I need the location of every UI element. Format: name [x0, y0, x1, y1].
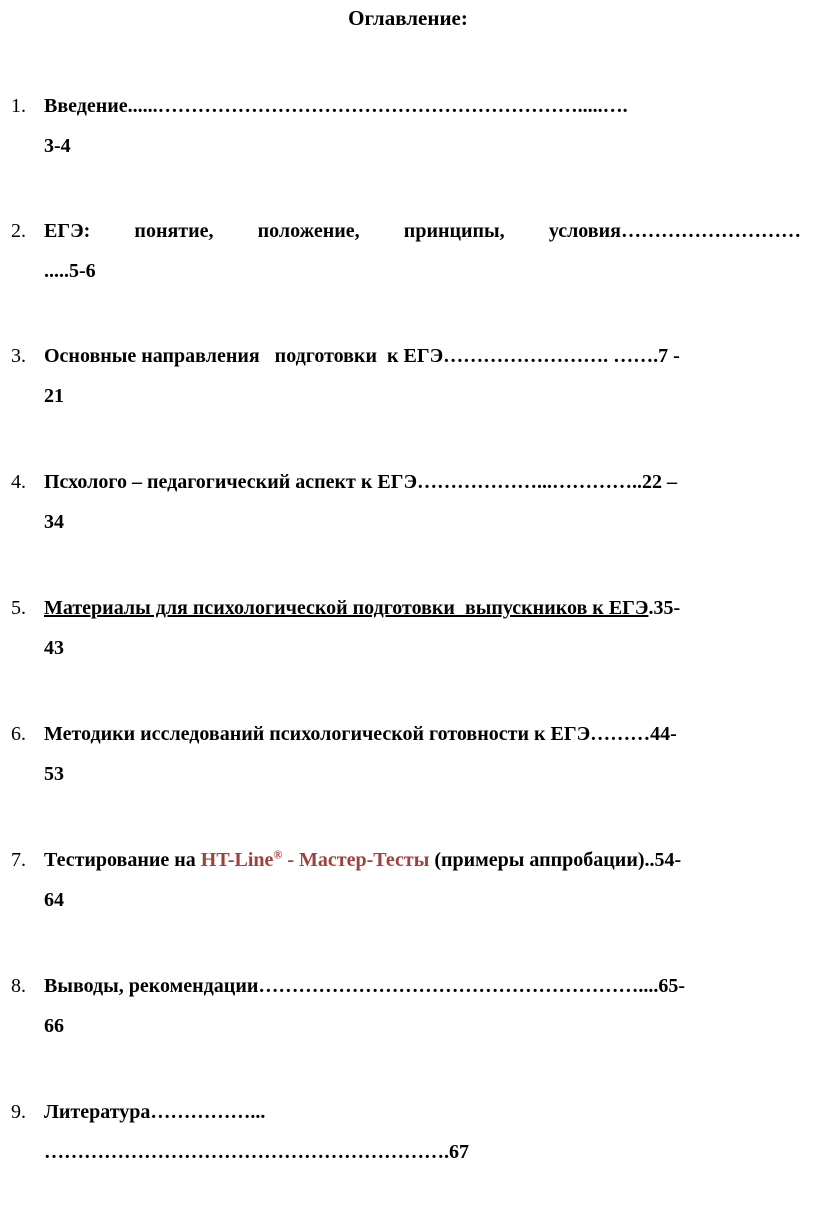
entry-heading: Псхолого – педагогический аспект к ЕГЭ………………...…………..22 – — [44, 471, 678, 493]
entry-number: 3. — [11, 345, 26, 367]
entry-number: 7. — [11, 849, 26, 871]
entry-number: 9. — [11, 1101, 26, 1123]
registered-mark: ® — [273, 847, 283, 862]
entry-pages: 66 — [44, 1015, 64, 1037]
entry-heading: Литература……………... — [44, 1101, 266, 1123]
entry-heading — [44, 848, 801, 872]
entry-word: положение, — [257, 220, 360, 242]
entry-pages: 53 — [44, 763, 64, 785]
entry-pages: …………………………………………………….67 — [44, 1141, 469, 1163]
entry-heading — [44, 219, 801, 243]
entry-heading: Введение......……………………………………………………….....…. — [44, 95, 628, 117]
ht-line-link[interactable]: HT-Line® - Мастер-Тесты — [200, 847, 430, 871]
entry-number: 6. — [11, 723, 26, 745]
entry-heading-post: (примеры аппробации)..54- — [429, 849, 682, 871]
entry-heading: Основные направления подготовки к ЕГЭ……………………. …….7 - — [44, 345, 680, 367]
entry-heading-link-text: Материалы для психологической подготовки выпускников к ЕГЭ — [44, 597, 649, 619]
entry-word: условия……………………… — [548, 220, 801, 242]
entry-pages: 21 — [44, 385, 64, 407]
entry-pages: 43 — [44, 637, 64, 659]
entry-number: 5. — [11, 597, 26, 619]
entry-number: 1. — [11, 95, 26, 117]
entry-word: принципы, — [403, 220, 505, 242]
entry-heading-pre: Тестирование на — [44, 849, 201, 871]
entry-number: 8. — [11, 975, 26, 997]
entry-word: ЕГЭ: — [44, 220, 91, 242]
toc-title: Оглавление: — [348, 6, 468, 30]
entry-heading-tail: .35- — [648, 597, 681, 619]
entry-pages: .....5-6 — [44, 260, 96, 282]
entry-pages: 34 — [44, 511, 64, 533]
entry-pages: 3-4 — [44, 135, 71, 157]
entry-number: 2. — [11, 220, 26, 242]
entry-pages: 64 — [44, 889, 64, 911]
entry-heading: Выводы, рекомендации…………………………………………………....65- — [44, 975, 686, 997]
entry-heading — [44, 596, 801, 620]
entry-number: 4. — [11, 471, 26, 493]
entry-heading: Методики исследований психологической готовности к ЕГЭ………44- — [44, 723, 677, 745]
entry-word: понятие, — [134, 220, 214, 242]
